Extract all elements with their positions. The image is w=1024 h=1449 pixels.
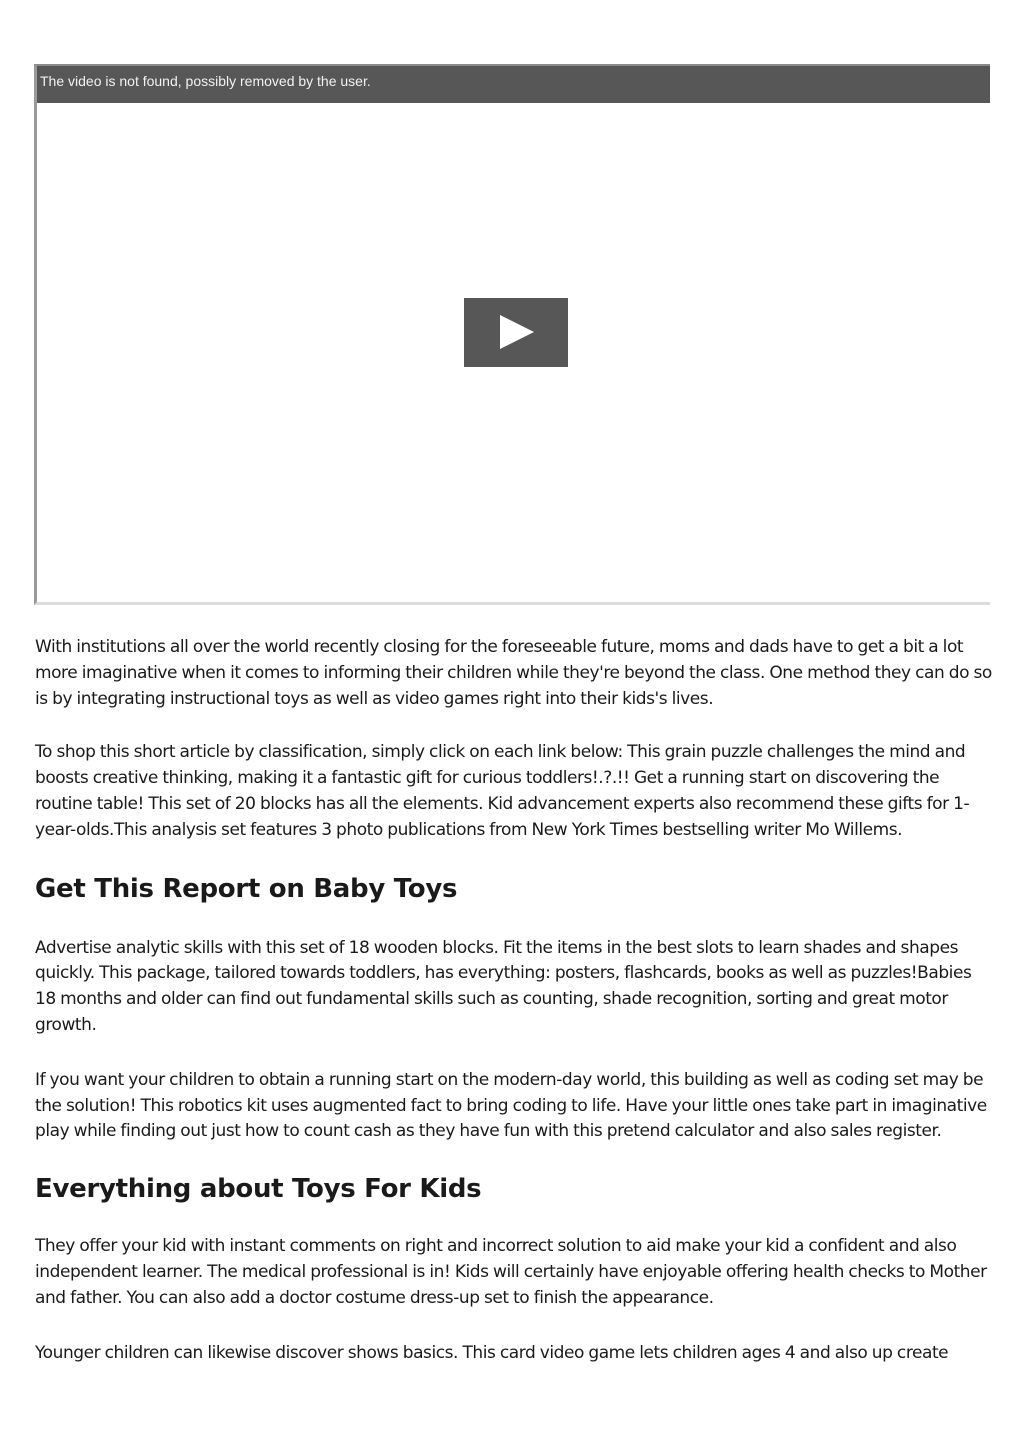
- play-button[interactable]: [464, 298, 568, 367]
- video-player[interactable]: [34, 64, 990, 605]
- play-icon: [500, 315, 534, 349]
- article-paragraph: To shop this short article by classification, simply click on each link below: This grain puzzle challenges the mind and boosts creative thinking, making it a fantastic gift for curious toddlers!.?.!! Get a running start on discovering the routine table! This set of 20 blocks has all the elements. Kid advancement experts also recommend these gifts for 1-year-olds.This analysis set features 3 photo publications from New York Times bestselling writer Mo Willems.: [35, 742, 970, 840]
- video-error-bar: [37, 66, 990, 103]
- section-heading: Everything about Toys For Kids: [35, 1174, 482, 1205]
- article-paragraph: If you want your children to obtain a running start on the modern-day world, this building as well as coding set may be the solution! This robotics kit uses augmented fact to bring coding to life. Have your little ones take part in imaginative play while finding out just how to count cash as they have fun with this pretend calculator and also sales register.: [35, 1069, 987, 1142]
- article-body: [35, 635, 993, 1366]
- article-paragraph: With institutions all over the world recently closing for the foreseeable future, moms and dads have to get a bit a lot more imaginative when it comes to informing their children while they're beyond the class. One method they can do so is by integrating instructional toys as well as video games right into their kids's lives.: [35, 637, 992, 709]
- article-paragraph: They offer your kid with instant comments on right and incorrect solution to aid make your kid a confident and also independent learner. The medical professional is in! Kids will certainly have enjoyable offering health checks to Mother and father. You can also add a doctor costume dress-up set to finish the appearance.: [35, 1236, 987, 1308]
- article-paragraph: Advertise analytic skills with this set of 18 wooden blocks. Fit the items in the best slots to learn shades and shapes quickly. This package, tailored towards toddlers, has everything: posters, flashcards, books as well as puzzles!Babies 18 months and older can find out fundamental skills such as counting, shade recognition, sorting and great motor growth.: [35, 937, 972, 1035]
- section-heading: Get This Report on Baby Toys: [35, 873, 458, 904]
- article-paragraph: Younger children can likewise discover shows basics. This card video game lets children ages 4 and also up create: [35, 1342, 949, 1363]
- video-error-message: The video is not found, possibly removed by the user.: [40, 73, 371, 89]
